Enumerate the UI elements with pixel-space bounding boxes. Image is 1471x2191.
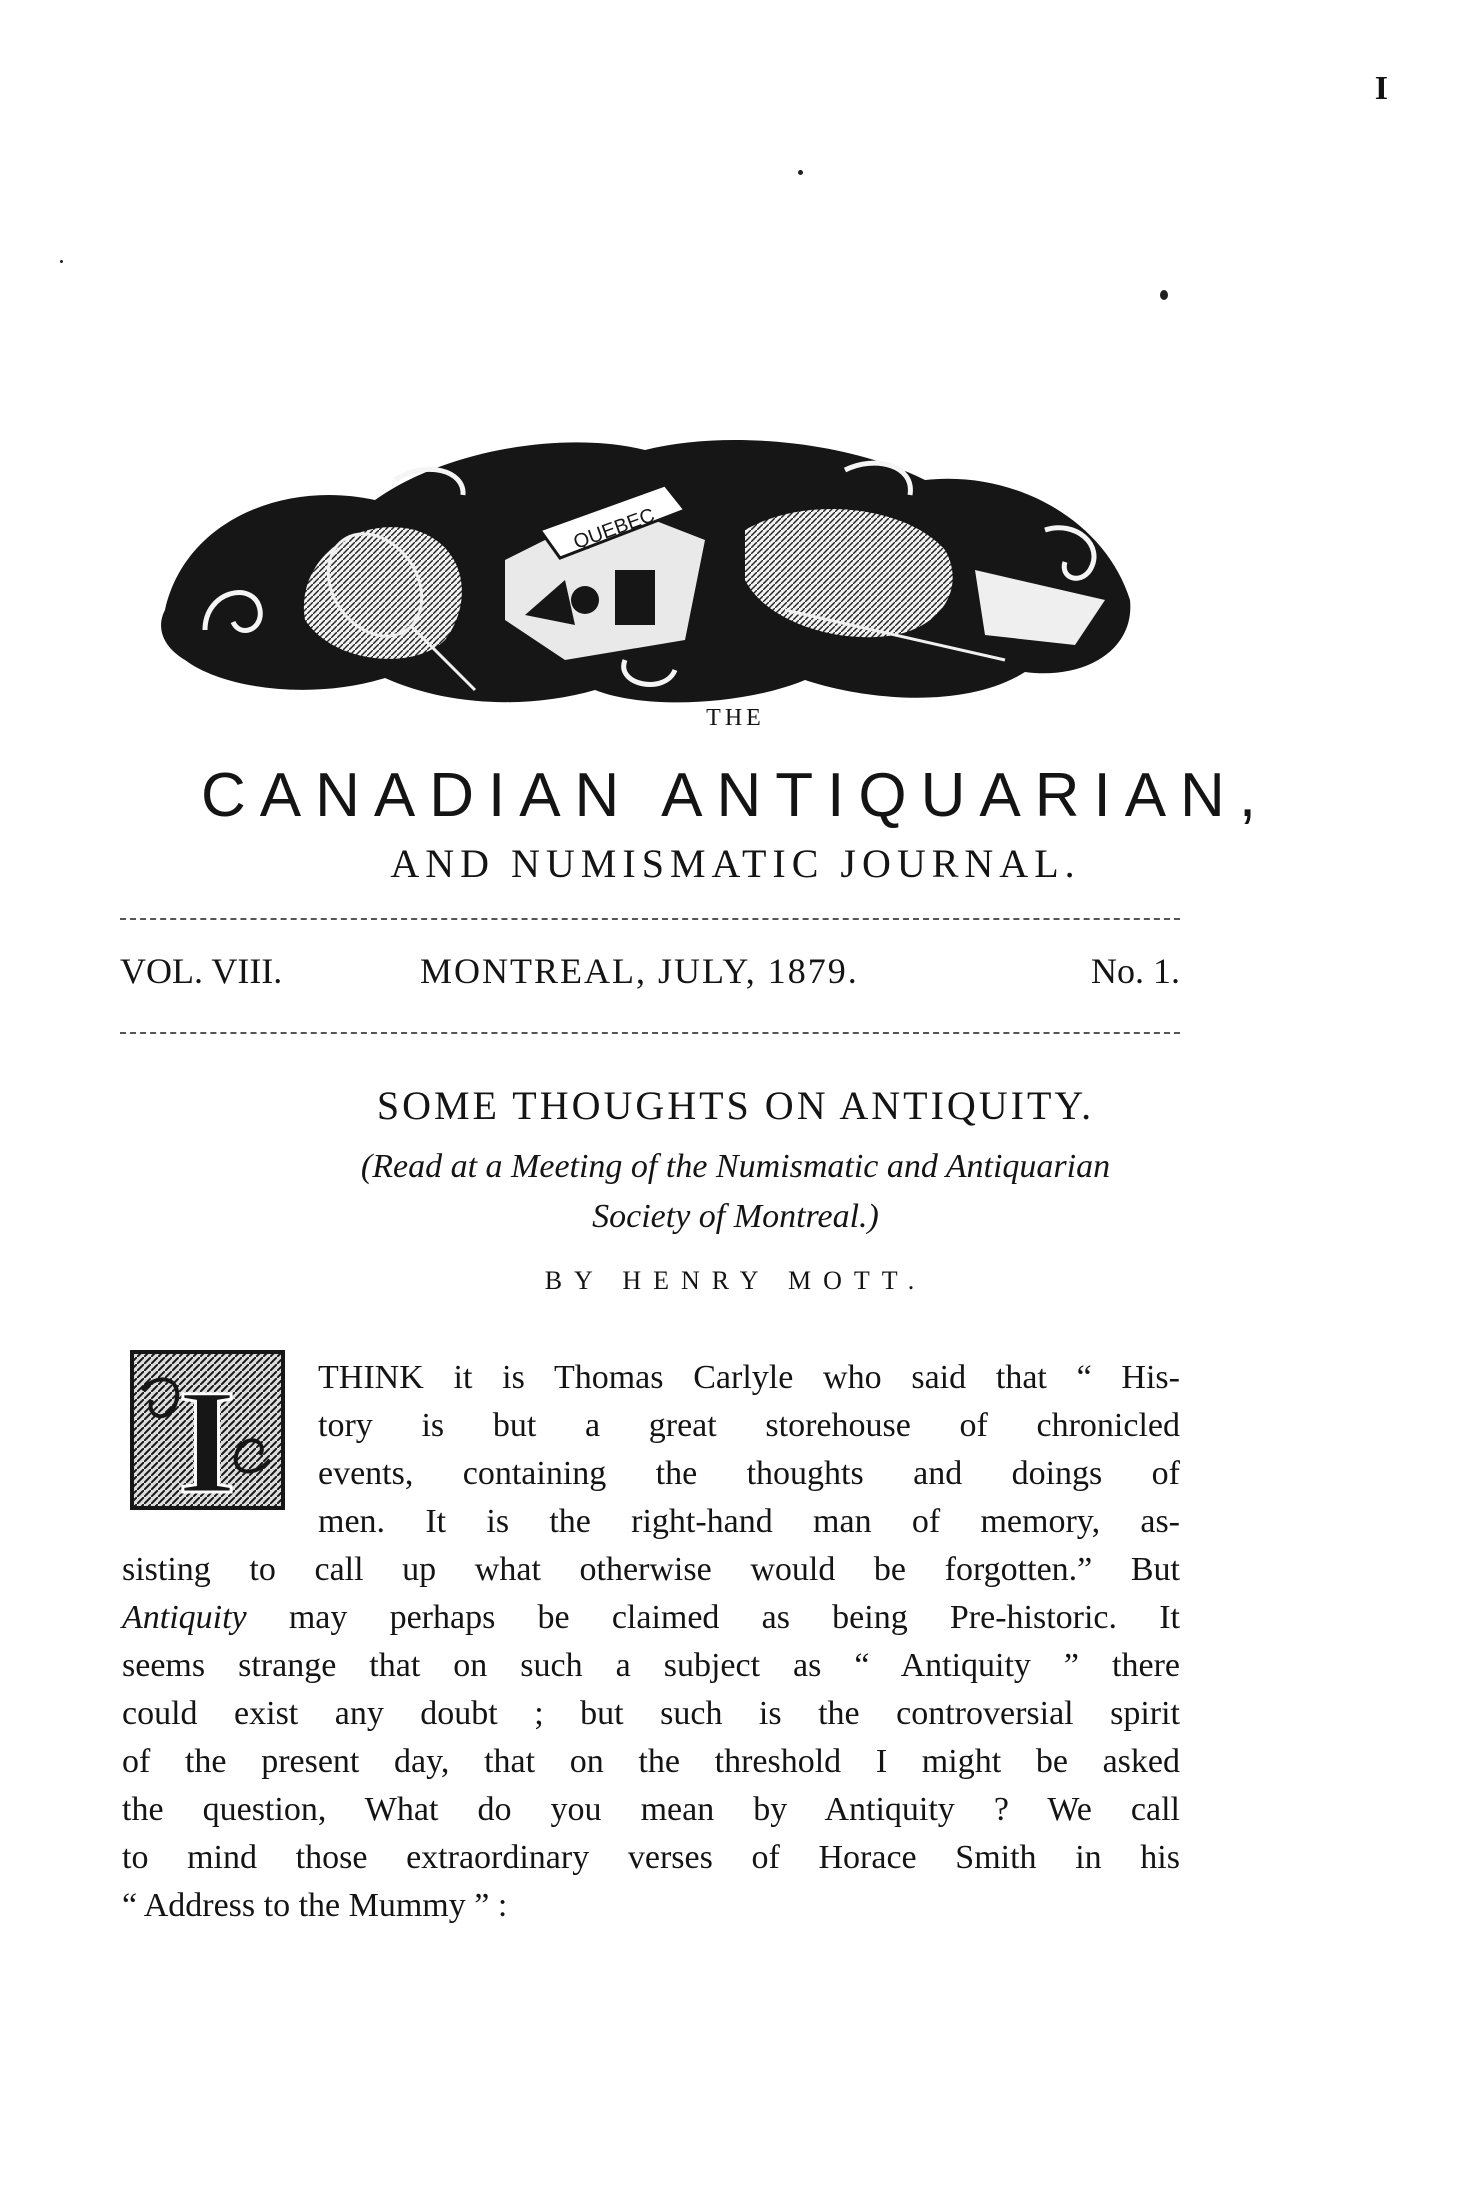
body-line: seems strange that on such a subject as “ Antiquity ” there	[122, 1647, 1180, 1684]
masthead-ornament	[145, 410, 1145, 710]
article-title: SOME THOUGHTS ON ANTIQUITY.	[376, 1083, 1095, 1128]
body-italic-word: Antiquity	[122, 1599, 247, 1636]
issue-number: No. 1.	[1091, 951, 1180, 991]
body-line	[122, 1596, 1180, 1640]
journal-title: CANADIAN ANTIQUARIAN,	[200, 761, 1271, 830]
speck	[1160, 290, 1168, 300]
body-line: THINK it is Thomas Carlyle who said that “ His-	[318, 1359, 1180, 1396]
body-line: “ Address to the Mummy ” :	[122, 1887, 508, 1924]
body-line: men. It is the right-hand man of memory, as-	[318, 1503, 1180, 1540]
body-line: could exist any doubt ; but such is the controversial spirit	[122, 1695, 1180, 1732]
drop-cap-letter: I	[177, 1359, 237, 1510]
page-number: I	[1374, 70, 1388, 107]
speck	[60, 260, 63, 263]
article-note-line: (Read at a Meeting of the Numismatic and Antiquarian	[360, 1148, 1111, 1185]
journal-subtitle: AND NUMISMATIC JOURNAL.	[390, 841, 1081, 886]
speck	[798, 170, 803, 175]
issue-volume: VOL. VIII.	[120, 951, 283, 991]
masthead-the-label: THE	[706, 705, 765, 731]
body-line: sisting to call up what otherwise would be forgotten.” But	[122, 1551, 1180, 1588]
divider	[120, 918, 1180, 920]
body-line: the question, What do you mean by Antiquity ? We call	[122, 1791, 1180, 1828]
body-line: events, containing the thoughts and doings of	[318, 1455, 1180, 1492]
body-line: tory is but a great storehouse of chronicled	[318, 1407, 1180, 1444]
issue-date: MONTREAL, JULY, 1879.	[420, 951, 859, 991]
ornament-banner-label: QUEBEC	[570, 504, 658, 554]
decorated-drop-cap	[130, 1350, 285, 1510]
issue-line	[120, 950, 1180, 1000]
body-line: to mind those extraordinary verses of Horace Smith in his	[122, 1839, 1180, 1876]
body-line-rest: may perhaps be claimed as being Pre-historic. It	[246, 1599, 1180, 1636]
article-note-line: Society of Montreal.)	[592, 1198, 879, 1235]
article-byline: BY HENRY MOTT.	[544, 1266, 927, 1295]
body-line: of the present day, that on the threshold I might be asked	[122, 1743, 1180, 1780]
divider	[120, 1032, 1180, 1034]
